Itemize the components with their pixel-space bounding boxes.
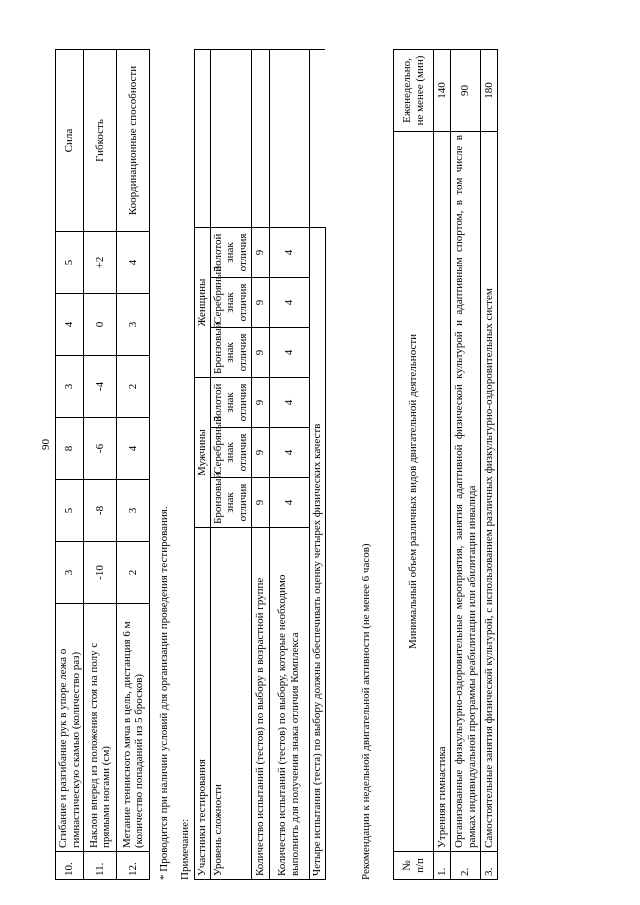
cell-value: 5: [56, 232, 84, 294]
table-spacer: [210, 49, 251, 227]
table-spacer: [251, 49, 269, 227]
activity-text: Утренняя гимнастика: [434, 132, 451, 852]
badge-header: Бронзовый знак отличия: [210, 327, 251, 377]
cell-value: -6: [84, 418, 117, 480]
cell-value: 4: [269, 227, 309, 277]
table-row: [117, 50, 150, 880]
row-number: 11.: [84, 852, 117, 880]
cell-value: 3: [56, 542, 84, 604]
participants-label: Участники тестирования: [195, 528, 211, 880]
badge-header: Золотой знак отличия: [210, 377, 251, 427]
header-weekly: Еженедельно, не менее (мин): [394, 50, 434, 132]
row-number: 2.: [451, 852, 481, 880]
table-row: [309, 49, 325, 879]
cell-value: 4: [269, 277, 309, 327]
test-name: Сгибание и разгибание рук в упоре лежа о гимнастическую скамью (количество раз): [56, 604, 84, 852]
cell-value: 4: [56, 294, 84, 356]
cell-value: 4: [269, 428, 309, 478]
cell-value: 9: [251, 227, 269, 277]
table-spacer: [309, 49, 325, 227]
cell-value: -10: [84, 542, 117, 604]
row-label: Количество испытаний (тестов) по выбору, которые необходимо выполнить для получения знака отличия Комплекса: [269, 528, 309, 880]
table-row: [394, 50, 434, 880]
women-label: Женщины: [195, 227, 211, 377]
badge-header: Серебряный знак отличия: [210, 428, 251, 478]
table-spacer: [269, 49, 309, 227]
physical-quality: Сила: [56, 50, 84, 232]
difficulty-levels-table: [194, 49, 326, 880]
cell-value: -4: [84, 356, 117, 418]
row-number: 10.: [56, 852, 84, 880]
row-number: 12.: [117, 852, 150, 880]
rotated-page-content: [55, 20, 615, 880]
physical-quality: Координационные способности: [117, 50, 150, 232]
activity-value: 180: [481, 50, 498, 132]
cell-value: 3: [56, 356, 84, 418]
cell-value: +2: [84, 232, 117, 294]
table-row: [481, 50, 498, 880]
table-row: [434, 50, 451, 880]
cell-value: 9: [251, 277, 269, 327]
cell-value: 9: [251, 327, 269, 377]
cell-value: 2: [117, 356, 150, 418]
test-name: Метание теннисного мяча в цель, дистанция 6 м (количество попаданий из 5 бросков): [117, 604, 150, 852]
activity-text: Самостоятельные занятия физической культурой, с использованием различных физкультурно-оздоровительных систем: [481, 132, 498, 852]
cell-value: 4: [117, 418, 150, 480]
badge-header: Серебряный знак отличия: [210, 277, 251, 327]
table-row: [269, 49, 309, 879]
row-four-tests: Четыре испытания (теста) по выбору должны обеспечивать оценку четырех физических качеств: [309, 227, 325, 879]
table-row: [210, 49, 251, 879]
table-spacer: [195, 49, 211, 227]
test-name: Наклон вперед из положения стоя на полу с прямыми ногами (см): [84, 604, 117, 852]
cell-value: 9: [251, 377, 269, 427]
page-number: 90: [40, 439, 52, 450]
cell-value: 5: [56, 480, 84, 542]
badge-header: Золотой знак отличия: [210, 227, 251, 277]
badge-header: Бронзовый знак отличия: [210, 478, 251, 528]
activity-value: 90: [451, 50, 481, 132]
table-row: [451, 50, 481, 880]
tests-table: [55, 49, 150, 880]
table-row: [84, 50, 117, 880]
cell-value: 9: [251, 428, 269, 478]
recommendations-title: Рекомендации к недельной двигательной активности (не менее 6 часов): [360, 543, 372, 880]
table-row: [56, 50, 84, 880]
activity-value: 140: [434, 50, 451, 132]
header-type: Минимальный объем различных видов двигательной деятельности: [394, 132, 434, 852]
row-number: 1.: [434, 852, 451, 880]
header-num: № п/п: [394, 852, 434, 880]
table-row: [251, 49, 269, 879]
cell-value: 4: [269, 377, 309, 427]
cell-value: 0: [84, 294, 117, 356]
activity-table: [393, 49, 498, 880]
level-label: Уровень сложности: [210, 528, 251, 880]
cell-value: 3: [117, 294, 150, 356]
cell-value: 4: [269, 478, 309, 528]
row-label: Количество испытаний (тестов) по выбору в возрастной группе: [251, 528, 269, 880]
activity-text: Организованные физкультурно-оздоровительные мероприятия, занятия адаптивной физической культурой и адаптивным спортом, в том числе в рамках индивидуальной программы реабилитации или абилитации инвалида: [451, 132, 481, 852]
cell-value: 3: [117, 480, 150, 542]
physical-quality: Гибкость: [84, 50, 117, 232]
note-title: Примечание:: [179, 818, 191, 880]
footnote: * Проводится при наличии условий для организации проведения тестирования.: [158, 506, 170, 880]
men-label: Мужчины: [195, 377, 211, 527]
cell-value: 8: [56, 418, 84, 480]
cell-value: 4: [117, 232, 150, 294]
cell-value: 4: [269, 327, 309, 377]
cell-value: 2: [117, 542, 150, 604]
table-row: [195, 49, 211, 879]
row-number: 3.: [481, 852, 498, 880]
cell-value: -8: [84, 480, 117, 542]
cell-value: 9: [251, 478, 269, 528]
